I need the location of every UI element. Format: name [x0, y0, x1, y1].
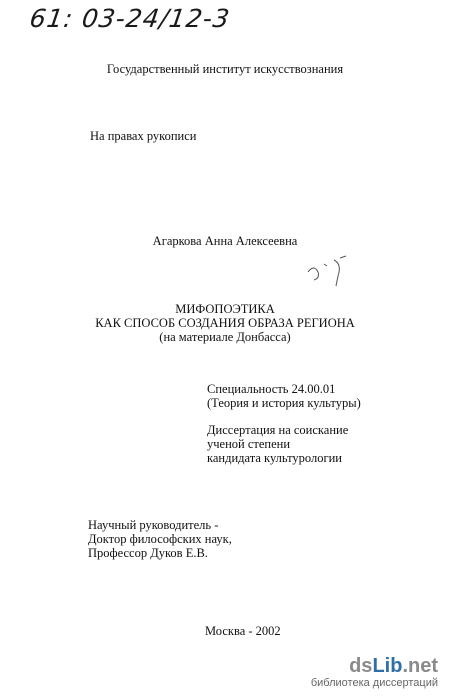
dslib-subtitle: библиотека диссертаций [310, 677, 438, 689]
title-line-1: МИФОПОЭТИКА [175, 302, 275, 316]
place-and-year: Москва - 2002 [205, 624, 281, 638]
dslib-logo-lib: Lib [372, 655, 403, 677]
manuscript-rights-note: На правах рукописи [90, 129, 197, 143]
title-line-2: КАК СПОСОБ СОЗДАНИЯ ОБРАЗА РЕГИОНА [95, 316, 355, 330]
title-subtitle: (на материале Донбасса) [159, 330, 291, 344]
dslib-watermark [311, 655, 438, 690]
dissertation-line-1: Диссертация на соискание [207, 423, 349, 437]
dissertation-line-3: кандидата культурологии [207, 451, 342, 465]
handwritten-archive-code: 61: 03-24/12-3 [27, 4, 233, 33]
author-name: Агаркова Анна Алексеевна [152, 234, 298, 248]
dslib-logo-ds: ds [349, 655, 373, 677]
dslib-logo [311, 655, 438, 677]
institute-name: Государственный институт искусствознания [106, 62, 344, 76]
dissertation-line-2: ученой степени [207, 437, 291, 451]
specialty-name: (Теория и история культуры) [207, 396, 361, 410]
specialty-code: Специальность 24.00.01 [207, 382, 336, 396]
signature-mark [300, 250, 360, 290]
supervisor-line-1: Научный руководитель - [88, 518, 219, 532]
dslib-logo-net: .net [402, 655, 438, 677]
supervisor-line-3: Профессор Дуков Е.В. [88, 546, 208, 560]
supervisor-line-2: Доктор философских наук, [88, 532, 232, 546]
